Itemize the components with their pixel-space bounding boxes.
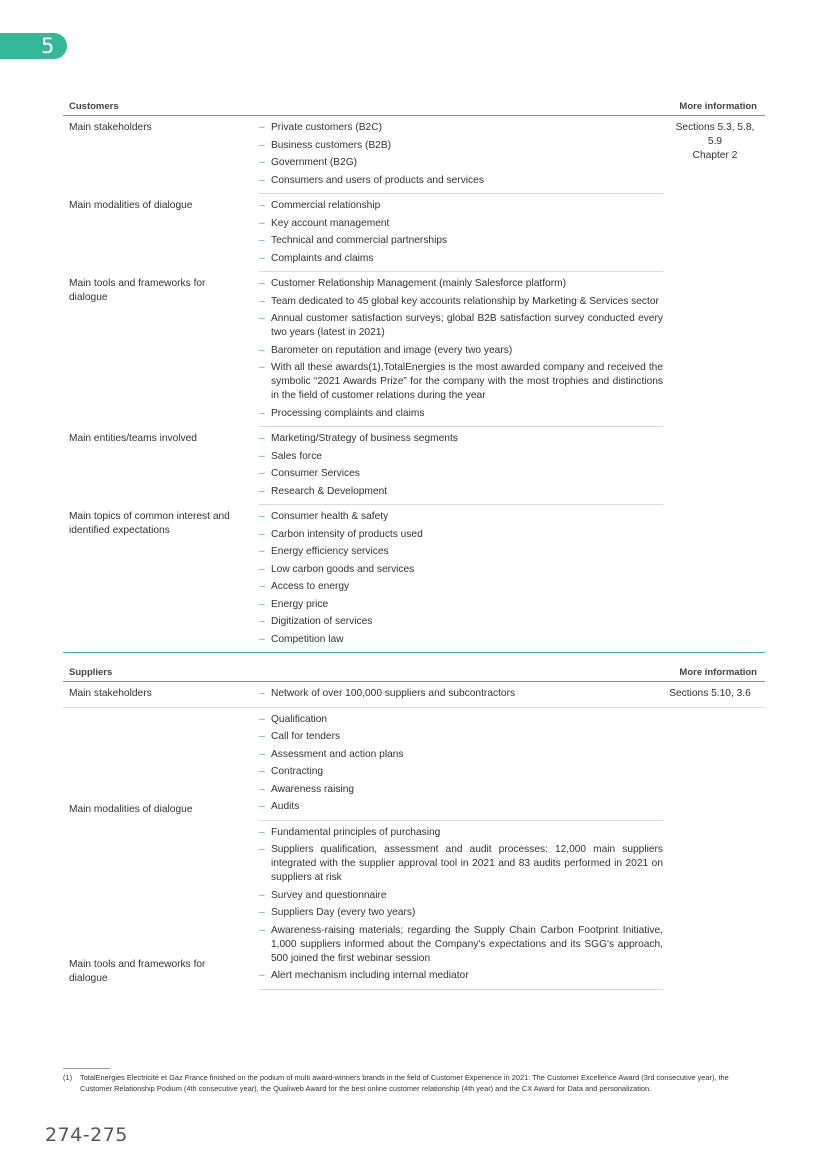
- list-item: – Survey and questionnaire: [259, 889, 663, 903]
- row-label: Main modalities of dialogue: [69, 200, 193, 211]
- list-item: – Private customers (B2C): [259, 121, 663, 135]
- list-item: – Assessment and action plans: [259, 748, 663, 762]
- suppliers-header: Suppliers: [69, 667, 113, 678]
- bullet-list: [259, 432, 663, 505]
- list-item: – Consumer health & safety: [259, 510, 663, 524]
- list-item: – Audits: [259, 800, 663, 814]
- list-item: – Digitization of services: [259, 615, 663, 629]
- footnote-text: TotalEnergies Electricité et Gaz France finished on the podium of multi award-winners brands in the field of Customer Experience in 2021: The Customer Excellence Award (3rd consecutive year), the Customer Relationship Podium (4th consecutive year), the Qualiweb Award for the best online customer relationship (4th year) and the CX Award for Data and personalization.: [80, 1073, 729, 1093]
- row-label: Main modalities of dialogue: [69, 803, 193, 815]
- chapter-number: 5: [41, 34, 55, 58]
- list-item: – Commercial relationship: [259, 199, 663, 213]
- list-item: – Call for tenders: [259, 730, 663, 744]
- footnote: [63, 1072, 743, 1094]
- list-item: – Processing complaints and claims: [259, 407, 663, 421]
- customers-row-topics: [63, 510, 765, 652]
- list-item: – Access to energy: [259, 580, 663, 594]
- customers-more-info-line: Chapter 2: [692, 150, 738, 161]
- bullet-list: [259, 121, 663, 194]
- list-item: – Research & Development: [259, 485, 663, 499]
- row-label: Main tools and frameworks for dialogue: [69, 278, 206, 303]
- footnote-rule: [63, 1068, 110, 1069]
- customers-more-info-line: 5.9: [707, 136, 723, 147]
- list-item: – Technical and commercial partnerships: [259, 234, 663, 248]
- footnote-number: (1): [63, 1073, 73, 1082]
- suppliers-more-info-header: More information: [679, 667, 757, 678]
- list-item: – Low carbon goods and services: [259, 563, 663, 577]
- customers-table: [63, 99, 765, 653]
- suppliers-table: [63, 665, 765, 990]
- list-item: – Energy efficiency services: [259, 545, 663, 559]
- customers-row-entities: [63, 432, 765, 505]
- row-label: Main entities/teams involved: [69, 433, 197, 444]
- list-item: – Annual customer satisfaction surveys; global B2B satisfaction survey conducted every two years (latest in 2021): [259, 312, 663, 340]
- list-item: – Key account management: [259, 217, 663, 231]
- list-item: – Consumers and users of products and services: [259, 174, 663, 188]
- customers-row-modalities: [63, 199, 765, 272]
- list-item: – Network of over 100,000 suppliers and subcontractors: [259, 687, 663, 701]
- list-item: – Government (B2G): [259, 156, 663, 170]
- list-item: – Consumer Services: [259, 467, 663, 481]
- bullet-list: [259, 687, 663, 707]
- table-divider: [63, 652, 765, 653]
- page-number: 274-275: [45, 1124, 128, 1146]
- suppliers-row-modalities: [63, 713, 765, 821]
- list-item: – With all these awards(1),TotalEnergies is the most awarded company and received the symbolic “2021 Awards Prize” for the company with the most trophies and distinctions in the field of customer relations during the year: [259, 361, 663, 403]
- list-item: – Team dedicated to 45 global key accounts relationship by Marketing & Services sector: [259, 295, 663, 309]
- list-item: – Suppliers Day (every two years): [259, 906, 663, 920]
- suppliers-more-info: Sections 5.10, 3.6: [669, 688, 751, 699]
- list-item: – Awareness-raising materials; regarding the Supply Chain Carbon Footprint Initiative, 1,000 suppliers informed about the Company's expectations and its SGG's approach, 500 joined the first webinar session: [259, 924, 663, 966]
- bullet-list: [259, 277, 663, 427]
- list-item: – Business customers (B2B): [259, 139, 663, 153]
- bullet-list: [259, 826, 663, 990]
- list-item: – Contracting: [259, 765, 663, 779]
- row-label: Main tools and frameworks for dialogue: [69, 958, 206, 984]
- bullet-list: [259, 199, 663, 272]
- customers-header: Customers: [69, 101, 119, 112]
- list-item: – Energy price: [259, 598, 663, 612]
- list-item: – Customer Relationship Management (mainly Salesforce platform): [259, 277, 663, 291]
- list-item: – Complaints and claims: [259, 252, 663, 266]
- list-item: – Suppliers qualification, assessment and audit processes: 12,000 main suppliers integrated with the supplier approval tool in 2021 and 83 audits performed in 2021 on suppliers at risk: [259, 843, 663, 885]
- list-item: – Awareness raising: [259, 783, 663, 797]
- list-item: – Competition law: [259, 633, 663, 647]
- list-item: – Alert mechanism including internal mediator: [259, 969, 663, 983]
- suppliers-row-tools: [63, 826, 765, 990]
- customers-row-stakeholders: [63, 121, 765, 194]
- customers-more-info-header: More information: [679, 101, 757, 112]
- list-item: – Barometer on reputation and image (every two years): [259, 344, 663, 358]
- list-item: – Carbon intensity of products used: [259, 528, 663, 542]
- bullet-list: [259, 713, 663, 821]
- suppliers-row-stakeholders: [63, 687, 765, 708]
- row-label: Main stakeholders: [69, 122, 152, 133]
- row-label: Main stakeholders: [69, 688, 152, 699]
- list-item: – Qualification: [259, 713, 663, 727]
- suppliers-table-header: [63, 665, 765, 682]
- customers-more-info-line: Sections 5.3, 5.8,: [675, 122, 755, 133]
- customers-table-header: [63, 99, 765, 116]
- chapter-tab: [0, 33, 67, 59]
- list-item: – Fundamental principles of purchasing: [259, 826, 663, 840]
- list-item: – Sales force: [259, 450, 663, 464]
- bullet-list: [259, 510, 663, 652]
- customers-row-tools: [63, 277, 765, 427]
- list-item: – Marketing/Strategy of business segments: [259, 432, 663, 446]
- row-label: Main topics of common interest and identified expectations: [69, 511, 230, 536]
